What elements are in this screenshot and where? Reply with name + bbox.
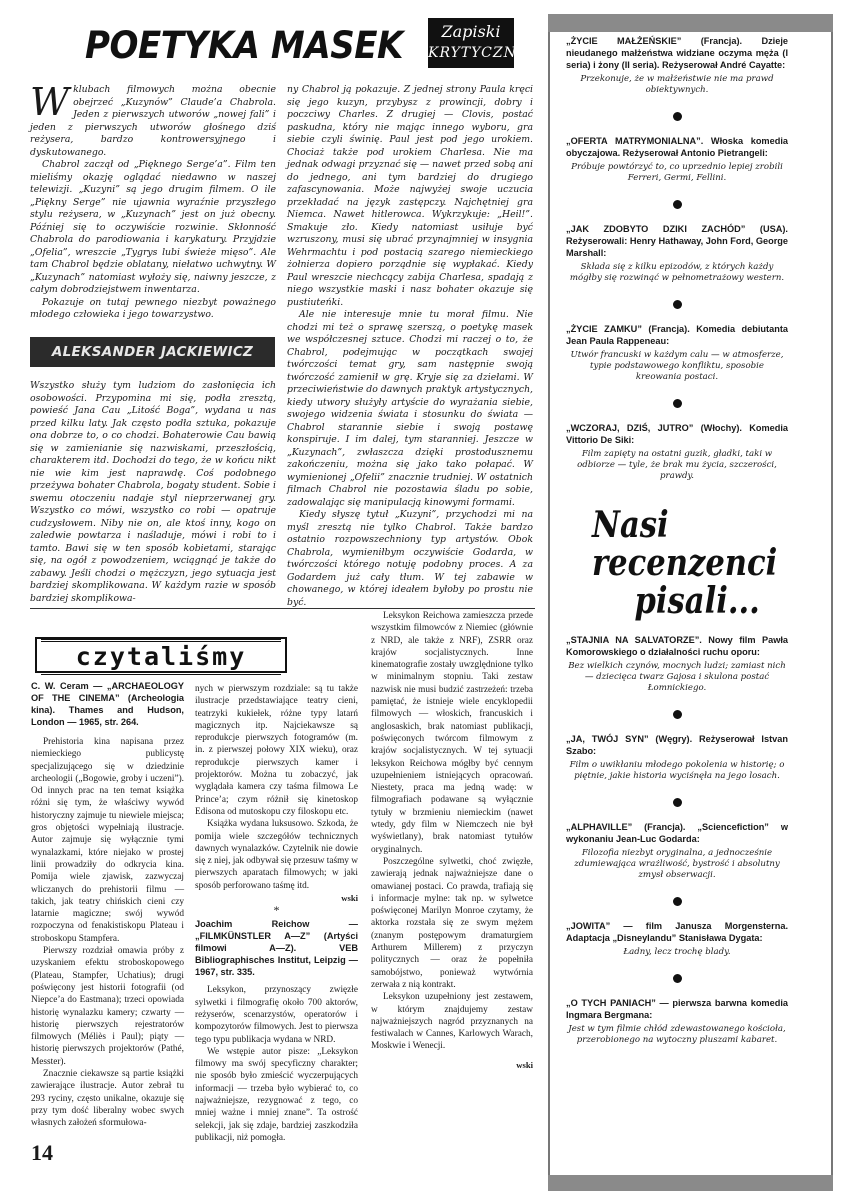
entry-review: Jest w tym filmie chłód zdewastowanego kościoła, przerobionego na wytoczny pluszami kabaret. [568,1024,786,1045]
czytalismy-heading-text: czytaliśmy [41,639,281,675]
entry-title: „WCZORAJ, DZIŚ, JUTRO” (Włochy). Komedia Vittorio De Siki: [566,423,788,445]
entry-review: Utwór francuski w każdym calu — w atmosferze, typie podstawowego konfliktu, sposobie kreowania postaci. [570,350,784,382]
drop-cap: W [30,80,70,124]
article-col1-top [30,80,276,322]
article-paragraph: ny Chabrol ją pokazuje. Z jednej strony Paula kręci się jego kuzyn, przybysz z prowincji, dobry i poczciwy Charles. Z drugiej — Clovis, postać paskudna, który nie mając innego wyboru, gra siebie czyli świnię. Paul jest pod jego urokiem. Chociaż także pod urokiem Charlesa. Nie ma jednak odwagi przyznać się — nawet przed sobą ani do jednego, ani tym bardziej do drugiego zafascynowania. Może najwyżej swoje uczucia przekładać na język zastępczy. Najchętniej gra Niemca. Nawet hitlerowca. Wykrzykuje: „Heil!”. Smakuje zło. Kiedy natomiast usiłuje być wzruszony, musi się ubrać przynajmniej w insygnia Wehrmachtu i pod postacią szarego niemieckiego żołnierza dopiero porządnie się wypłakać. Kiedy Paul wreszcie niechcący zabija Charlesa, spadają z niego wszystkie maski i nasz bohater okazuje się pustiuteńki. [287,84,533,308]
recenzenci-heading-line-2: recenzenci [592,542,778,584]
bullet-dot [673,897,682,906]
section-divider [30,608,535,609]
review-paragraph: Leksykon uzupełniony jest zestawem, w którym znajdujemy zestaw najważniejszych nagród przyznanych na festiwalach w Cannes, Karlowych Warach, Moskwie i Wenecji. [371,992,533,1052]
article-paragraph: Kiedy słyszę tytuł „Kuzyni”, przychodzi mi na myśl zresztą nie tylko Chabrol. Także bardzo ostatnio rozpowszechniony typ artystów. Obok Chabrola, wymieniłbym oczywiście Godarda, w twórczości którego notuję podobny proces. A za Godardem już cały tłum. W tej zabawie w chowanego, w której ideałem byłoby po prostu nie być. [287,509,533,608]
sidebar-entry [566,135,788,184]
badge-line-2: KRYTYCZNE [428,45,529,61]
review-paragraph: Pierwszy rozdział omawia próby z uzyskaniem efektu stroboskopowego (Plateau, Stampfer, Uchatius); drugi poświęcony jest historii fotografii (od Niepce’a do Eastmana); trzeci opowiada historię wynalazku kamery; czwarty — historię pierwszych rejestratorów filmowych (Méliès i Paul); piąty — historię pierwszych projektorów (Pathé, Messter). [31,946,184,1067]
review-paragraph: Leksykon, przynoszący zwięzłe sylwetki i filmografię około 700 aktorów, reżyserów, scenarzystów, operatorów i kompozytorów filmowych. Jest to pierwsza tego typu publikacja wydana w NRD. [195,985,358,1045]
sidebar-bottom-bar [548,1175,833,1191]
review-paragraph: Prehistoria kina napisana przez niemieckiego publicystę specjalizującego się w dziedzinie archeologii („Bogowie, groby i uczeni”). Od innych prac na ten temat książka różni się tym, że właściwy wywód historyczny zajmuje tu niewiele miejsca; gros objętości wypełniają ilustracje. Autor zajmuje się wyłącznie tymi wynalazkami, które niejako w prostej linii prowadziły do odkrycia kina. Pomija wiele zjawisk, zazwyczaj wliczanych do prehistorii filmu — takich, jak teatry chińskich cieni czy latarnie magiczne; swój wywód rozpoczyna od fenakistiskopu Plateau i stroboskopu Stampfera. [31,737,184,944]
entry-title: „STAJNIA NA SALVATORZE”. Nowy film Pawła Komorowskiego o działalności ruchu oporu: [566,635,788,657]
book1-column-a [31,680,184,1130]
sidebar-entry [566,920,788,958]
review-paragraph: We wstępie autor pisze: „Leksykon filmowy ma swój specyficzny charakter; nie sposób było zmieścić wyczerpujących informacji — trzeba było wybierać to, co najważniejsze, rezygnować z tego, co mniej ważne i mniej znane”. Ta ostrość selekcji, jak się zdaje, bardziej zaszkodziła publikacji, niż pomogła. [195,1046,358,1143]
article-title: POETYKA MASEK [85,24,403,67]
entry-review: Ładny, lecz trochę blady. [623,947,731,957]
entry-title: „JOWITA” — film Janusza Morgensterna. Adaptacja „Disneylandu” Stanisława Dygata: [566,921,788,943]
entry-review: Bez wielkich czynów, mocnych ludzi; zamiast nich — dziecięca twarz Gajosa i skulona postać Łomnickiego. [568,661,786,693]
sidebar-entry [566,422,788,482]
author-name: ALEKSANDER JACKIEWICZ [51,344,254,360]
sidebar-entry [566,323,788,383]
entry-review: Próbuje powtórzyć to, co uprzednio lepiej zrobili Ferreri, Germi, Fellini. [571,162,783,183]
entry-title: „ALPHAVILLE” (Francja). „Sciencefiction” w wykonaniu Jean-Luc Godarda: [566,822,788,844]
entry-title: „ŻYCIE MAŁŻEŃSKIE” (Francja). Dzieje nieudanego małżeństwa widziane oczyma męża (I seria) i żony (II seria). Reżyserował André Cayatte: [566,36,788,70]
article-paragraph: Chabrol zaczął od „Pięknego Serge’a”. Film ten mieliśmy okazję oglądać niedawno w naszej telewizji. „Kuzyni” są jego drugim filmem. O ile „Piękny Serge” nie ujawnia wyraźnie przyszłego stylu reżysera, w „Kuzynach” jest on już obecny. Później się to oczywiście rozwinie. Skłonność Chabrola do parodiowania i karykatury. Przyjdzie „Ofelia”, wreszcie „Tygrys lubi świeże mięso”. Ale tam Chabrol będzie oblatany, niełatwo uchwytny. W „Kuzynach” natomiast wyłoży się, naiwny jeszcze, z całym dobrodziejstwem inwentarza. [30,159,276,295]
book1-header: C. W. Ceram — „ARCHAEOLOGY OF THE CINEMA” (Archeologia kina). Thames and Hudson, London — 1965, str. 264. [31,681,184,727]
entry-review: Filozofia niezbyt oryginalna, a jednocześnie zdumiewająca wrażliwość, bystrość i absolutny zmysł obserwacji. [574,848,780,880]
article-paragraph: Wszystko służy tym ludziom do zasłonięcia ich osobowości. Przypomina mi się, podła zresztą, powieść Jana Cau „Litość Boga”, wydana u nas przed kilku laty. Jak często podła sztuka, pokazuje ona dobrze to, o co chodzi. Bohaterowie Cau bawią się w zamienianie się nazwiskami, przeszłością, charakterem itd. Dochodzi do tego, że w końcu nikt nie wie kim jest naprawdę. Coś podobnego przeżywa bohater Chabrola, bogaty student. Sobie i swemu otoczeniu nadaje styl nieprzerwanej gry. Wszystko co mówi, wszystko co robi — opatruje cudzysłowem. Niby nie on, ale ktoś inny, kogo on zaledwie powtarza i naśladuje, mówi i robi to i tamto. Bawi się w ten sposób kobietami, starając się, na ogół z powodzeniem, wciągnąć je także do zabawy. Jeśli chodzi o mężczyzn, jego sytuacja jest bardziej skomplikowana. W każdym razie w sposób bardziej skomplikowa- [30,380,276,604]
recenzenci-heading [592,504,778,622]
sidebar-entry [566,733,788,782]
bullet-dot [673,974,682,983]
sidebar-entry [566,821,788,881]
bullet-dot [673,798,682,807]
book2-column-c [371,610,533,1071]
entry-title: „O TYCH PANIACH” — pierwsza barwna komedia Ingmara Bergmana: [566,998,788,1020]
entry-review: Przekonuje, że w małżeństwie nie ma prawd obiektywnych. [580,74,774,95]
sidebar-entry [566,997,788,1046]
recenzenci-heading-line-3: pisali... [634,580,760,622]
book1-signature: wski [341,893,358,904]
bullet-dot [673,399,682,408]
review-paragraph: Leksykon Reichowa zamieszcza przede wszystkim filmowców z Niemiec (głównie z NRD, ale także z NRF), ZSRR oraz krajów socjalistycznych. Inne kinematografie zostały uwzględnione tylko w minimalnym stopniu. Taki zestaw nazwisk nie musi budzić zastrzeżeń: trzeba pamiętać, że istnieje wiele encyklopedii filmowych — włoskich, francuskich i anglosaskich, brak natomiast publikacji, poświęconych twórcom filmowym z krajów socjalistycznych. W tej sytuacji leksykon Reichowa mógłby być cennym uzupełnieniem istniejących opracowań. Niestety, praca ma jedną wadę: w filmografiach podawane są wyłącznie tytuły w brzmieniu niemieckim (nawet wtedy, gdy film w Niemczech nie był wyświetlany), brak natomiast tytułów oryginalnych. [371,611,533,855]
article-paragraph: Pokazuje on tutaj pewnego niezbyt poważnego młodego człowieka i jego towarzystwo. [30,296,276,320]
bullet-dot [673,200,682,209]
article-col1-bottom [30,380,276,605]
article-paragraph: Ale nie interesuje mnie tu morał filmu. Nie chodzi mi też o sprawę szerszą, o poetykę masek we współczesnej sztuce. Chodzi mi raczej o to, że Chabrol, podejmując w początkach swojej twórczości temat gry, sam następnie swoją twórczość zamienił w grę. Kryje się za dziełami. W przeciwieństwie do dawnych praktyk artystycznych, kiedy utwory służyły artyście do wyrażania siebie, swojego widzenia świata i stosunku do świata — Chabrol starannie siebie i swoją postawę konspiruje. I im dalej, tym staranniej. Jeszcze w „Kuzynach”, zwłaszcza dzięki prostodusznemu zakończeniu, można się jako tako połapać. W wymienionej „Ofelii” znacznie trudniej. W ostatnich filmach Chabrol nie pozostawia śladu po sobie, zadowalając się manipulacją kinowymi formami. [287,309,534,508]
review-paragraph: nych w pierwszym rozdziale: są tu także ilustracje przedstawiające teatry cieni, teatrzyki kukiełek, różne typy latarń magicznych itp. Najciekawsze są reprodukcje pierwszych fotogramów (m. in. z pierwszej połowy XIX wieku), oraz reprodukcje pierwszych kamer i projektorów. Można tu zobaczyć, jak wyglądała kamera czy taśma filmowa Le Prince’a; czym różnił się kinetoskop Edisona od mutoskopu czy filoskopu etc. [195,684,358,817]
czytalismy-heading [35,637,287,673]
sidebar-top-bar [548,14,833,32]
book2-header: Joachim Reichow — „FILMKÜNSTLER A—Z” (Artyści filmowi A—Z). VEB Bibliographisches Institut, Leipzig — 1967, str. 335. [195,919,358,978]
bullet-dot [673,300,682,309]
entry-title: „OFERTA MATRYMONIALNA”. Włoska komedia obyczajowa. Reżyserował Antonio Pietrangeli: [566,136,788,158]
author-banner [30,337,275,367]
article-paragraph: Wklubach filmowych można obecnie obejrzeć „Kuzynów” Claude’a Chabrola. Jeden z pierwszych utworów „nowej fali” i jeden z pierwszych utworów głośnego dziś reżysera, bardzo kontrowersyjnego i dyskutowanego. [30,80,276,158]
sidebar-entry [566,634,788,694]
review-paragraph: Znacznie ciekawsze są partie książki zawierające ilustracje. Autor zebrał tu 293 ryciny, często unikalne, okazuje się przy tym dość liberalny wobec swych własnych założeń sformułowa- [31,1069,184,1129]
book1-column-b [195,683,358,1144]
sidebar-entry [566,35,788,96]
badge-line-1: Zapiski [441,22,501,41]
page-number: 14 [31,1140,53,1165]
entry-title: „JAK ZDOBYTO DZIKI ZACHÓD” (USA). Reżyserowali: Henry Hathaway, John Ford, George Marshall: [566,224,788,258]
article-col2 [287,84,533,609]
entry-title: „ŻYCIE ZAMKU” (Francja). Komedia debiutanta Jean Paula Rappeneau: [566,324,788,346]
bullet-dot [673,112,682,121]
book-separator-star: * [273,903,280,918]
entry-review: Film zapięty na ostatni guzik, gładki, taki w odbiorze — tyle, że brak mu życia, szczerości, prawdy. [577,449,777,481]
zapiski-krytyczne-badge [428,18,529,68]
review-paragraph: Książka wydana luksusowo. Szkoda, że pomija wiele szczegółów technicznych dawnych wynalazków. Czytelnik nie dowie się z niej, jak odbywał się przesuw taśmy w pierwszych aparatach filmowych; w jaki sposób perforowano taśmę itd. [195,819,358,891]
bullet-dot [673,710,682,719]
entry-review: Film o uwikłaniu młodego pokolenia w historię; o piętnie, jakie historia wyciśnęła na jego losach. [569,760,785,781]
review-paragraph: Poszczególne sylwetki, choć zwięzłe, zawierają jednak najważniejsze dane o omawianej postaci. Co prawda, trafiają się i informacje mylne: tak np. w sylwetce poświęconej Marilyn Monroe czytamy, że aktorka rozstała się ze swym mężem (znanym postępowym dramaturgiem Arthurem Millerem) z przyczyn politycznych — oraz że popełniła samobójstwo, ponieważ wytwórnia zerwała z nią kontrakt. [371,856,533,990]
book2-signature: wski [516,1059,533,1070]
recenzenci-heading-line-1: Nasi [592,504,669,546]
sidebar-content [566,35,788,1046]
sidebar-entry [566,223,788,284]
entry-review: Składa się z kilku epizodów, z których każdy mógłby się rozwinąć w pełnometrażowy western. [569,262,785,283]
entry-title: „JA, TWÓJ SYN” (Węgry). Reżyserował Istvan Szabo: [566,734,788,756]
